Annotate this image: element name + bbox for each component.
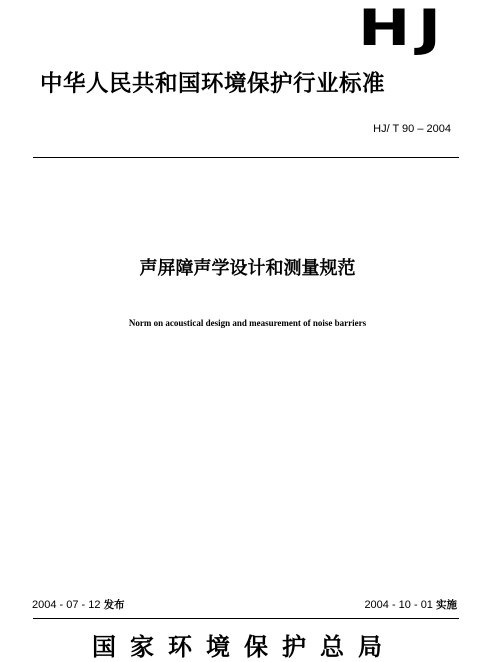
document-title-english: Norm on acoustical design and measurement of noise barriers: [128, 318, 367, 328]
hj-logo: HJ: [358, 0, 449, 57]
standard-number: HJ/ T 90 – 2004: [373, 123, 451, 135]
agency-title: 中华人民共和国环境保护行业标准: [40, 71, 386, 97]
issue-date-label: 发布: [103, 599, 125, 611]
implement-date: [364, 598, 457, 612]
issue-date: [32, 598, 125, 612]
implement-date-label: 实施: [436, 599, 457, 611]
document-title-chinese: 声屏障声学设计和测量规范: [139, 258, 356, 279]
footer-rule: [33, 618, 459, 619]
implement-date-value: 2004 - 10 - 01: [364, 599, 433, 611]
publisher: 国家环境保护总局: [92, 632, 396, 661]
issue-date-value: 2004 - 07 - 12: [32, 599, 101, 611]
header-rule: [33, 157, 459, 158]
